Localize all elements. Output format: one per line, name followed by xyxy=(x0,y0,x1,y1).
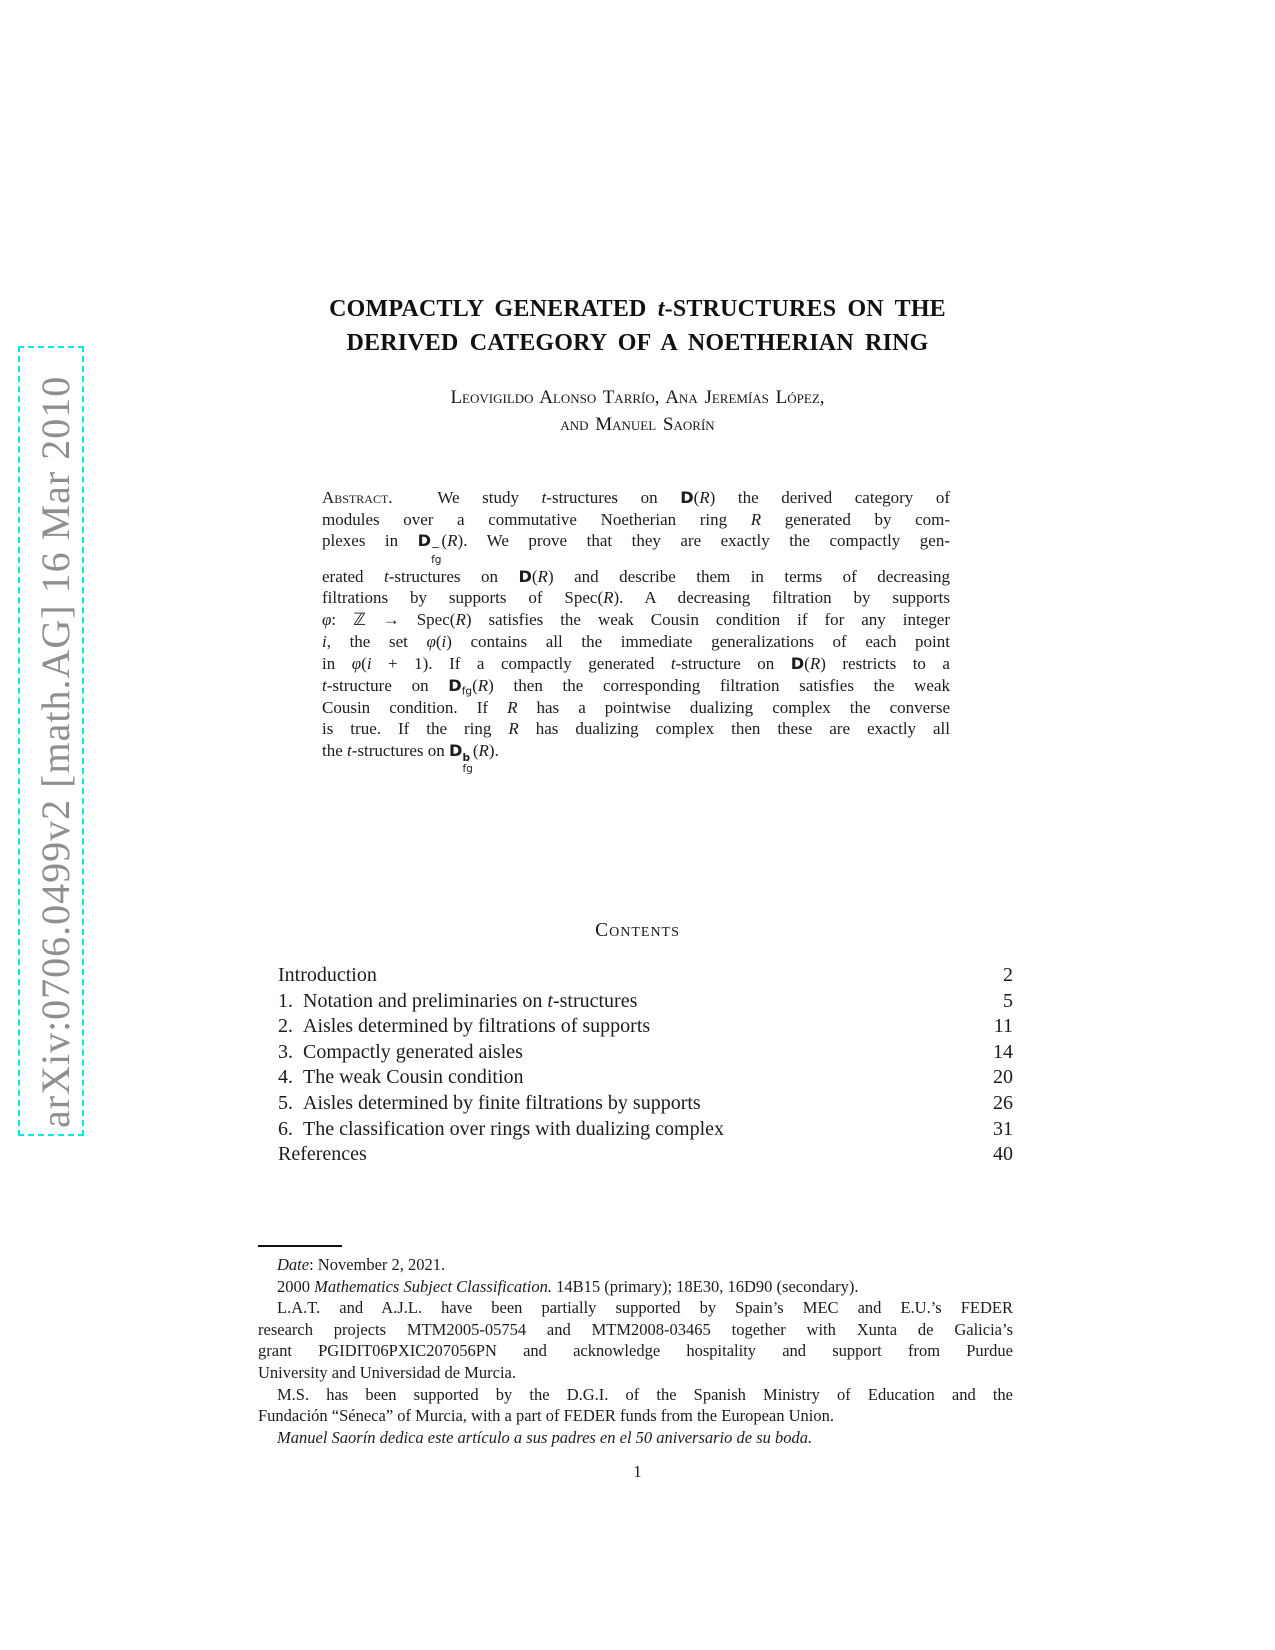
abstract xyxy=(322,487,950,775)
toc-page-number: 11 xyxy=(993,1015,1013,1038)
authors xyxy=(260,384,1015,438)
footnote-line: Manuel Saorín dedica este artículo a sus padres en el 50 aniversario de su boda. xyxy=(277,1427,813,1447)
toc-entry-section-1 xyxy=(278,989,1013,1015)
toc-entry-label: 2. Aisles determined by filtrations of supports xyxy=(278,1015,651,1038)
paper-title-line1: COMPACTLY GENERATED t-STRUCTURES ON THE xyxy=(329,296,946,322)
authors-line2: and Manuel Saorín xyxy=(560,414,715,435)
toc-entry-section-3 xyxy=(278,1040,1013,1066)
toc-entry-section-5 xyxy=(278,1091,1013,1117)
footnote-line: research projects MTM2005-05754 and MTM2008-03465 together with Xunta de Galicia’s xyxy=(258,1319,1013,1339)
toc-page-number: 5 xyxy=(1003,989,1013,1012)
abstract-line: filtrations by supports of Spec(R). A decreasing filtration by supports xyxy=(322,588,950,608)
toc-entry-label: 3. Compactly generated aisles xyxy=(278,1040,523,1063)
abstract-line: modules over a commutative Noetherian ring R generated by com- xyxy=(322,509,950,529)
toc-entry-section-2 xyxy=(278,1014,1013,1040)
abstract-line: Abstract. We study t-structures on D(R) the derived category of xyxy=(322,488,950,507)
toc-entry-label: 5. Aisles determined by finite filtrations by supports xyxy=(278,1091,701,1114)
arxiv-watermark-text: arXiv:0706.0499v2 [math.AG] 16 Mar 2010 xyxy=(33,375,78,1128)
abstract-line: the t-structures on D b fg (R). xyxy=(322,740,499,776)
paper-title-line2: DERIVED CATEGORY OF A NOETHERIAN RING xyxy=(346,330,929,356)
toc-entry-introduction xyxy=(278,963,1013,989)
toc-page-number: 40 xyxy=(993,1143,1013,1166)
footnote-line: University and Universidad de Murcia. xyxy=(258,1362,516,1382)
toc-entry-section-6 xyxy=(278,1117,1013,1143)
abstract-line: plexes in D − fg (R). We prove that they are exactly the compactly gen- xyxy=(322,531,951,566)
footnote-line: 2000 Mathematics Subject Classification. 14B15 (primary); 18E30, 16D90 (secondary). xyxy=(277,1276,859,1296)
toc-entry-label: References xyxy=(278,1143,367,1166)
page-number: 1 xyxy=(633,1462,642,1481)
abstract-line: is true. If the ring R has dualizing complex then these are exactly all xyxy=(322,719,951,739)
abstract-line: t-structure on $D_{fg}(R)$ then the corresponding filtration satisfies the weak xyxy=(322,675,950,698)
abstract-line: φ: ℤ → Spec(R) satisfies the weak Cousin condition if for any integer xyxy=(322,609,950,630)
footnote-line: Fundación “Séneca” of Murcia, with a part of FEDER funds from the European Union. xyxy=(258,1406,834,1426)
authors-line1: Leovigildo Alonso Tarrío, Ana Jeremías López, xyxy=(450,387,825,408)
toc-entry-section-4 xyxy=(278,1065,1013,1091)
toc-entry-label: 1. Notation and preliminaries on t-structures xyxy=(278,989,638,1012)
paper-title xyxy=(260,292,1015,360)
footnote-line: grant PGIDIT06PXIC207056PN and acknowledge hospitality and support from Purdue xyxy=(258,1341,1013,1361)
footnote-line: L.A.T. and A.J.L. have been partially supported by Spain’s MEC and E.U.’s FEDER xyxy=(277,1298,1013,1318)
toc-entry-label: 4. The weak Cousin condition xyxy=(278,1066,524,1089)
toc-page-number: 31 xyxy=(993,1117,1013,1140)
toc-entry-references xyxy=(278,1142,1013,1168)
abstract-line: Cousin condition. If R has a pointwise dualizing complex the converse xyxy=(322,697,951,717)
footnote-rule xyxy=(258,1245,342,1247)
toc-page-number: 20 xyxy=(993,1066,1013,1089)
toc-entry-label: Introduction xyxy=(278,964,377,986)
contents-heading: Contents xyxy=(595,920,680,941)
toc-page-number: 14 xyxy=(993,1040,1013,1063)
footnotes xyxy=(258,1254,1013,1448)
abstract-line: i, the set φ(i) contains all the immediate generalizations of each point xyxy=(322,632,951,652)
toc-entry-label: 6. The classification over rings with dualizing complex xyxy=(278,1117,724,1140)
footnote-line: M.S. has been supported by the D.G.I. of the Spanish Ministry of Education and the xyxy=(277,1384,1013,1404)
toc-page-number: 2 xyxy=(1003,964,1013,986)
toc-page-number: 26 xyxy=(993,1091,1013,1114)
footnote-line: Date: November 2, 2021. xyxy=(277,1255,446,1274)
table-of-contents xyxy=(278,963,1013,1168)
abstract-line: erated t-structures on D(R) and describe them in terms of decreasing xyxy=(322,566,950,586)
abstract-line: in φ(i + 1). If a compactly generated t-structure on D(R) restricts to a xyxy=(322,653,950,673)
